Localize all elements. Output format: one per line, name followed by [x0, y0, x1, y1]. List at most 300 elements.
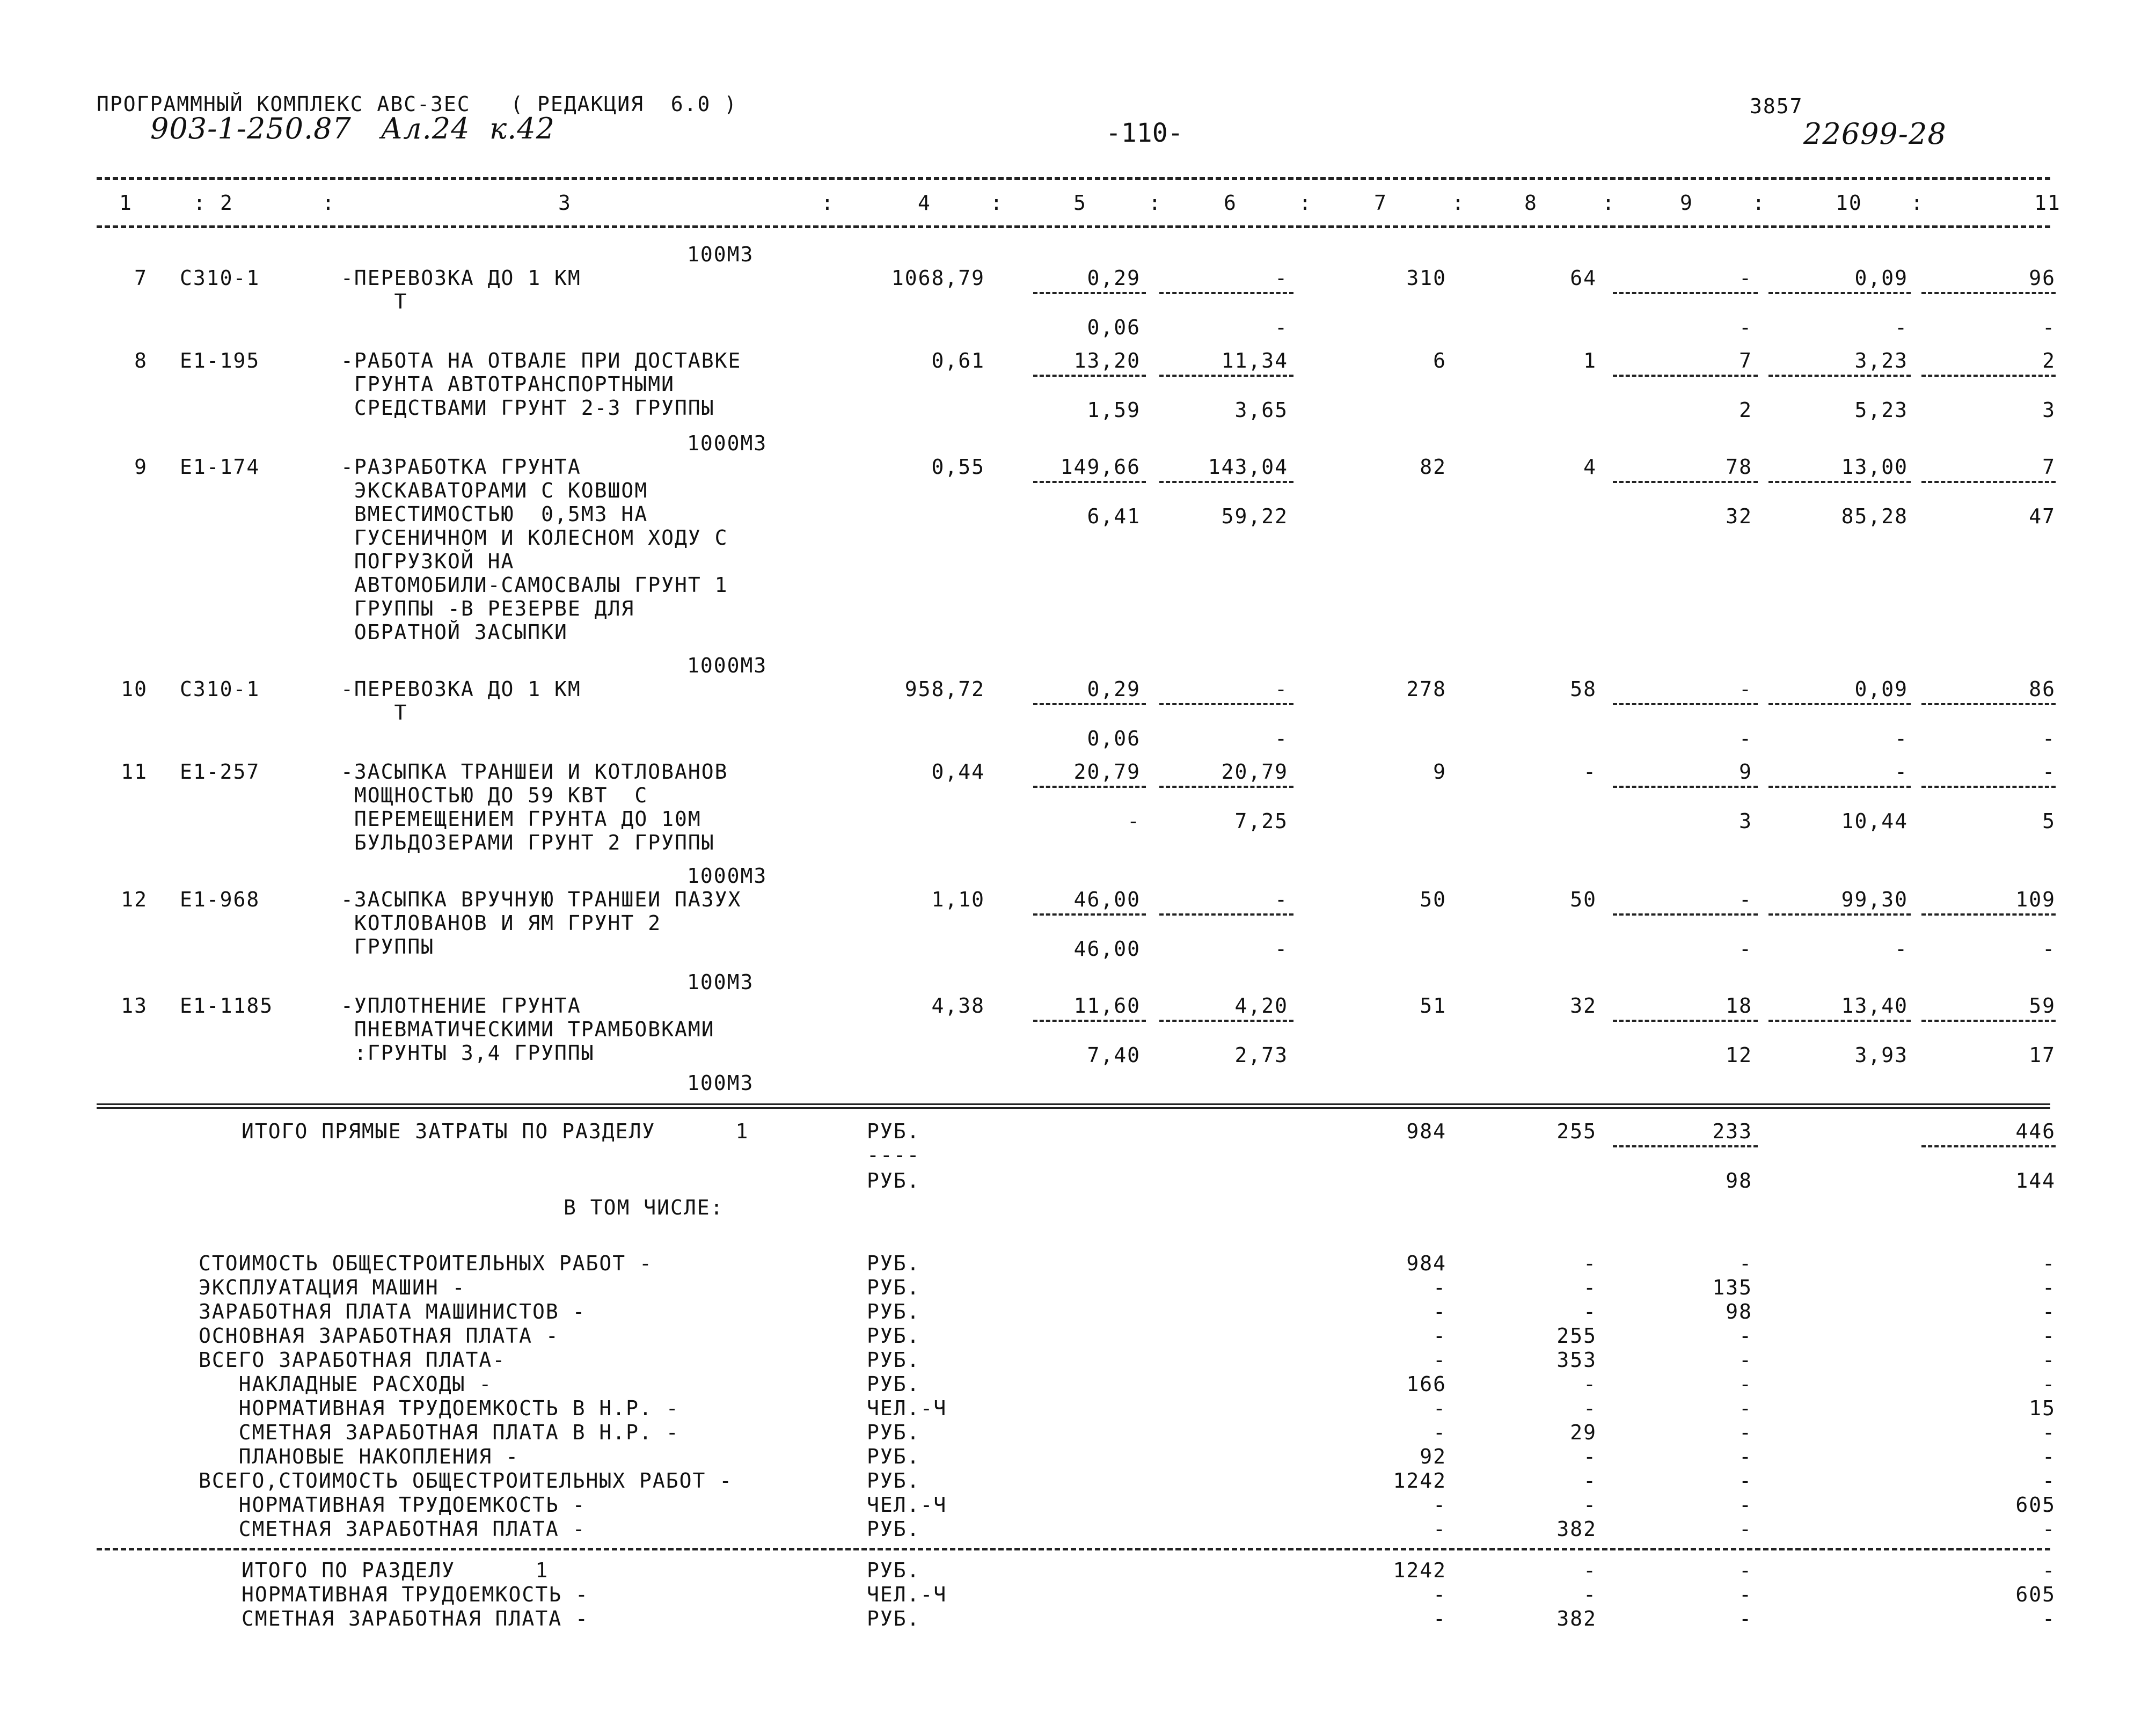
row-number: 7 — [134, 266, 148, 290]
quantity: 1,10 — [931, 888, 985, 911]
machinist-wages: 2 — [1739, 398, 1752, 422]
work-description: ВМЕСТИМОСТЬЮ 0,5М3 НА — [341, 502, 648, 526]
summary-label: СМЕТНАЯ ЗАРАБОТНАЯ ПЛАТА - — [199, 1517, 586, 1541]
total-cost: 310 — [1406, 266, 1446, 290]
summary-wages: - — [1583, 1372, 1597, 1396]
unit-wage-machinists: 7,25 — [1234, 809, 1288, 833]
cell-separator — [1768, 481, 1911, 483]
rate-code: Е1-1185 — [180, 994, 274, 1018]
row-number: 9 — [134, 455, 148, 479]
wages: - — [1583, 760, 1597, 784]
unit-label: 100М3 — [687, 970, 754, 994]
section-total-cost: - — [1433, 1583, 1446, 1606]
rate-code: Е1-195 — [180, 349, 260, 372]
column-header-1: 1 — [119, 191, 133, 215]
total-cost: 278 — [1406, 677, 1446, 701]
labor-machinists-total: - — [2042, 937, 2056, 961]
column-header-4: 4 — [918, 191, 931, 215]
cell-separator — [1921, 481, 2056, 483]
cell-separator — [1159, 703, 1293, 705]
unit-cost-total: 46,00 — [1073, 888, 1141, 911]
summary-cost: - — [1433, 1396, 1446, 1420]
unit-cost-total: 0,29 — [1087, 677, 1141, 701]
column-header-7: 7 — [1374, 191, 1387, 215]
cell-separator — [1613, 375, 1758, 377]
unit-cost-machines: - — [1275, 266, 1288, 290]
column-header-2: 2 — [220, 191, 233, 215]
cell-separator — [1033, 292, 1146, 294]
column-divider: : — [990, 191, 1004, 215]
summary-machines: - — [1739, 1493, 1752, 1517]
unit-label: 1000М3 — [687, 431, 768, 455]
machine-cost: 78 — [1726, 455, 1752, 479]
labor-machinists-total: 5 — [2042, 809, 2056, 833]
unit: РУБ. — [867, 1300, 920, 1323]
cell-separator — [1613, 703, 1758, 705]
quantity: 1068,79 — [891, 266, 985, 290]
section-total-machines: - — [1739, 1559, 1752, 1582]
machinist-wages: - — [1739, 727, 1752, 750]
labor-unit: 13,40 — [1841, 994, 1908, 1018]
machinist-wages: - — [1739, 316, 1752, 339]
labor-machinists: - — [1895, 937, 1908, 961]
cell-separator — [1033, 786, 1146, 788]
cell-separator — [1159, 1020, 1293, 1022]
machine-cost: - — [1739, 677, 1752, 701]
work-description: -ПЕРЕВОЗКА ДО 1 КМ — [341, 677, 581, 701]
labor-total: 7 — [2042, 455, 2056, 479]
summary-labor: - — [2042, 1324, 2056, 1348]
total-cost: 51 — [1420, 994, 1446, 1018]
labor-machinists: 5,23 — [1854, 398, 1908, 422]
row-number: 11 — [121, 760, 148, 784]
machine-cost: - — [1739, 888, 1752, 911]
summary-cost: 1242 — [1393, 1469, 1446, 1492]
total-direct-machines: 233 — [1712, 1120, 1752, 1143]
total-cost: 82 — [1420, 455, 1446, 479]
cell-separator — [1768, 375, 1911, 377]
column-header-8: 8 — [1524, 191, 1538, 215]
summary-cost: - — [1433, 1324, 1446, 1348]
labor-machinists-total: - — [2042, 316, 2056, 339]
total-direct-labor-machinists: 144 — [2015, 1169, 2056, 1192]
summary-wages: 382 — [1556, 1517, 1597, 1541]
unit-cost-machines: 143,04 — [1208, 455, 1288, 479]
cell-separator — [1921, 703, 2056, 705]
machinist-wages: 12 — [1726, 1043, 1752, 1067]
unit-label: 1000М3 — [687, 864, 768, 888]
cell-separator — [1033, 703, 1146, 705]
work-description: ГРУППЫ — [341, 935, 435, 959]
summary-cost: - — [1433, 1348, 1446, 1372]
summary-label: ВСЕГО ЗАРАБОТНАЯ ПЛАТА- — [199, 1348, 506, 1372]
section-total-cost: 1242 — [1393, 1559, 1446, 1582]
cell-separator — [1921, 786, 2056, 788]
cell-separator — [1768, 292, 1911, 294]
section-total-cost: - — [1433, 1607, 1446, 1630]
work-description: МОЩНОСТЬЮ ДО 59 КВТ С — [341, 784, 648, 807]
cell-separator — [1613, 292, 1758, 294]
labor-unit: 0,09 — [1854, 266, 1908, 290]
column-divider: : — [322, 191, 335, 215]
work-description: -ЗАСЫПКА ВРУЧНУЮ ТРАНШЕИ ПАЗУХ — [341, 888, 742, 911]
cell-separator — [1159, 786, 1293, 788]
cell-separator — [1159, 375, 1293, 377]
unit-wage-machinists: - — [1275, 727, 1288, 750]
unit-cost-total: 11,60 — [1073, 994, 1141, 1018]
column-divider: : — [1752, 191, 1766, 215]
summary-wages: 255 — [1556, 1324, 1597, 1348]
summary-machines: - — [1739, 1348, 1752, 1372]
rate-code: С310-1 — [180, 677, 260, 701]
summary-labor: - — [2042, 1469, 2056, 1492]
cell-separator — [1768, 1020, 1911, 1022]
cell-separator — [1033, 375, 1146, 377]
summary-label: ПЛАНОВЫЕ НАКОПЛЕНИЯ - — [199, 1445, 520, 1468]
cell-separator — [1768, 786, 1911, 788]
unit: РУБ. — [867, 1372, 920, 1396]
summary-machines: - — [1739, 1396, 1752, 1420]
summary-wages: - — [1583, 1252, 1597, 1275]
page-number: -110- — [1106, 118, 1183, 148]
column-divider: : — [1149, 191, 1162, 215]
work-description: -УПЛОТНЕНИЕ ГРУНТА — [341, 994, 581, 1018]
unit-wage-machinists: 6,41 — [1087, 504, 1141, 528]
cell-separator — [1921, 1020, 2056, 1022]
row-number: 8 — [134, 349, 148, 372]
work-description: -РАЗРАБОТКА ГРУНТА — [341, 455, 581, 479]
cell-separator — [1768, 703, 1911, 705]
machine-cost: - — [1739, 266, 1752, 290]
wages: 50 — [1570, 888, 1597, 911]
column-divider: : — [1299, 191, 1312, 215]
unit-separator: ---- — [867, 1143, 920, 1167]
unit-wage-machinists: 59,22 — [1221, 504, 1288, 528]
summary-labor: - — [2042, 1300, 2056, 1323]
labor-machinists-total: 47 — [2029, 504, 2056, 528]
summary-labor: - — [2042, 1421, 2056, 1444]
wages: 1 — [1583, 349, 1597, 372]
total-cost: 9 — [1433, 760, 1446, 784]
summary-labor: - — [2042, 1252, 2056, 1275]
section-total-wages: - — [1583, 1583, 1597, 1606]
summary-machines: - — [1739, 1252, 1752, 1275]
work-description: ПНЕВМАТИЧЕСКИМИ ТРАМБОВКАМИ — [341, 1018, 715, 1041]
unit-wage-machinists: 3,65 — [1234, 398, 1288, 422]
work-description: ОБРАТНОЙ ЗАСЫПКИ — [341, 620, 568, 644]
column-header-9: 9 — [1680, 191, 1693, 215]
unit-label: 1000М3 — [687, 654, 768, 677]
work-description: КОТЛОВАНОВ И ЯМ ГРУНТ 2 — [341, 911, 662, 935]
rate-code: Е1-257 — [180, 760, 260, 784]
summary-label: НАКЛАДНЫЕ РАСХОДЫ - — [199, 1372, 493, 1396]
column-divider: : — [193, 191, 207, 215]
machine-cost: 9 — [1739, 760, 1752, 784]
summary-machines: 98 — [1726, 1300, 1752, 1323]
unit-cost-total: 13,20 — [1073, 349, 1141, 372]
rate-code: С310-1 — [180, 266, 260, 290]
wages: 4 — [1583, 455, 1597, 479]
unit: РУБ. — [867, 1445, 920, 1468]
summary-machines: - — [1739, 1445, 1752, 1468]
summary-labor: - — [2042, 1372, 2056, 1396]
unit: ЧЕЛ.-Ч — [867, 1493, 947, 1517]
unit: РУБ. — [867, 1517, 920, 1541]
section-total-wages: 382 — [1556, 1607, 1597, 1630]
summary-labor: - — [2042, 1348, 2056, 1372]
total-direct-cost: 984 — [1406, 1120, 1446, 1143]
unit-cost-machines: - — [1275, 888, 1288, 911]
labor-total: 2 — [2042, 349, 2056, 372]
labor-unit: 0,09 — [1854, 677, 1908, 701]
summary-label: СТОИМОСТЬ ОБЩЕСТРОИТЕЛЬНЫХ РАБОТ - — [199, 1252, 653, 1275]
cell-separator — [1768, 913, 1911, 916]
labor-total: 109 — [2015, 888, 2056, 911]
total-cost: 50 — [1420, 888, 1446, 911]
cell-separator — [1921, 1145, 2056, 1147]
work-description: ГУСЕНИЧНОМ И КОЛЕСНОМ ХОДУ С — [341, 526, 728, 550]
section-total-label: НОРМАТИВНАЯ ТРУДОЕМКОСТЬ - — [242, 1583, 589, 1606]
labor-machinists: - — [1895, 727, 1908, 750]
unit-label: 100М3 — [687, 1071, 754, 1095]
total-direct-machinists: 98 — [1726, 1169, 1752, 1192]
summary-label: НОРМАТИВНАЯ ТРУДОЕМКОСТЬ - — [199, 1493, 586, 1517]
unit-wage-machinists: 7,40 — [1087, 1043, 1141, 1067]
summary-wages: - — [1583, 1493, 1597, 1517]
cell-separator — [1613, 1145, 1758, 1147]
cell-separator — [1033, 1020, 1146, 1022]
summary-labor: 15 — [2029, 1396, 2056, 1420]
summary-cost: - — [1433, 1276, 1446, 1299]
labor-unit: 3,23 — [1854, 349, 1908, 372]
machinist-wages: - — [1739, 937, 1752, 961]
summary-machines: - — [1739, 1324, 1752, 1348]
labor-unit: 99,30 — [1841, 888, 1908, 911]
summary-machines: - — [1739, 1517, 1752, 1541]
quantity: 0,44 — [931, 760, 985, 784]
labor-machinists: 10,44 — [1841, 809, 1908, 833]
labor-machinists-total: 3 — [2042, 398, 2056, 422]
section-total-label: ИТОГО ПО РАЗДЕЛУ 1 — [242, 1559, 549, 1582]
labor-machinists: - — [1895, 316, 1908, 339]
summary-machines: - — [1739, 1421, 1752, 1444]
unit-wage-machinists: 1,59 — [1087, 398, 1141, 422]
work-description: ПЕРЕМЕЩЕНИЕМ ГРУНТА ДО 10М — [341, 807, 701, 831]
column-divider: : — [1452, 191, 1465, 215]
cell-separator — [1033, 481, 1146, 483]
section-total-labor: - — [2042, 1559, 2056, 1582]
unit: ЧЕЛ.-Ч — [867, 1583, 947, 1606]
section-total-labor: 605 — [2015, 1583, 2056, 1606]
total-cost: 6 — [1433, 349, 1446, 372]
work-description: Т — [341, 290, 408, 313]
unit-wage-machinists: 46,00 — [1073, 937, 1141, 961]
column-header-10: 10 — [1836, 191, 1862, 215]
unit-cost-total: 149,66 — [1060, 455, 1141, 479]
section-rule — [97, 1548, 2050, 1550]
work-description: АВТОМОБИЛИ-САМОСВАЛЫ ГРУНТ 1 — [341, 573, 728, 597]
machine-cost: 7 — [1739, 349, 1752, 372]
work-description: :ГРУНТЫ 3,4 ГРУППЫ — [341, 1041, 595, 1065]
total-direct-label: ИТОГО ПРЯМЫЕ ЗАТРАТЫ ПО РАЗДЕЛУ 1 — [242, 1120, 749, 1143]
code-top-right: 3857 — [1750, 94, 1803, 118]
column-divider: : — [1911, 191, 1924, 215]
labor-machinists: 3,93 — [1854, 1043, 1908, 1067]
work-description: ЭКСКАВАТОРАМИ С КОВШОМ — [341, 479, 648, 502]
summary-labor: - — [2042, 1445, 2056, 1468]
summary-labor: - — [2042, 1517, 2056, 1541]
labor-total: - — [2042, 760, 2056, 784]
machinist-wages: 32 — [1726, 504, 1752, 528]
cell-separator — [1921, 292, 2056, 294]
unit: РУБ. — [867, 1469, 920, 1492]
labor-total: 59 — [2029, 994, 2056, 1018]
column-header-5: 5 — [1073, 191, 1087, 215]
unit: РУБ. — [867, 1421, 920, 1444]
machinist-wages: 3 — [1739, 809, 1752, 833]
unit-label: 100М3 — [687, 243, 754, 266]
labor-machinists-total: 17 — [2029, 1043, 2056, 1067]
quantity: 958,72 — [904, 677, 985, 701]
unit: РУБ. — [867, 1169, 920, 1192]
summary-label: НОРМАТИВНАЯ ТРУДОЕМКОСТЬ В Н.Р. - — [199, 1396, 679, 1420]
summary-label: ЭКСПЛУАТАЦИЯ МАШИН - — [199, 1276, 466, 1299]
cell-separator — [1159, 481, 1293, 483]
column-header-6: 6 — [1224, 191, 1237, 215]
cell-separator — [1159, 292, 1293, 294]
unit: РУБ. — [867, 1120, 920, 1143]
summary-label: СМЕТНАЯ ЗАРАБОТНАЯ ПЛАТА В Н.Р. - — [199, 1421, 679, 1444]
summary-label: ВСЕГО,СТОИМОСТЬ ОБЩЕСТРОИТЕЛЬНЫХ РАБОТ - — [199, 1469, 733, 1492]
work-description: СРЕДСТВАМИ ГРУНТ 2-3 ГРУППЫ — [341, 396, 715, 420]
program-line: ПРОГРАММНЫЙ КОМПЛЕКС АВС-ЗЕС ( РЕДАКЦИЯ 6.0 ) — [97, 92, 738, 116]
unit: РУБ. — [867, 1252, 920, 1275]
summary-cost: - — [1433, 1493, 1446, 1517]
summary-cost: 166 — [1406, 1372, 1446, 1396]
summary-wages: - — [1583, 1445, 1597, 1468]
summary-cost: 984 — [1406, 1252, 1446, 1275]
summary-machines: - — [1739, 1469, 1752, 1492]
unit-cost-machines: - — [1275, 677, 1288, 701]
handwritten-doc-code: 903-1-250.87 Ал.24 к.42 — [150, 112, 555, 145]
summary-wages: - — [1583, 1396, 1597, 1420]
header-rule-bottom — [97, 225, 2050, 228]
cell-separator — [1613, 481, 1758, 483]
cell-separator — [1921, 375, 2056, 377]
quantity: 0,55 — [931, 455, 985, 479]
summary-machines: 135 — [1712, 1276, 1752, 1299]
cell-separator — [1159, 913, 1293, 916]
handwritten-sheet-code: 22699-28 — [1803, 117, 1947, 151]
column-header-11: 11 — [2034, 191, 2061, 215]
quantity: 4,38 — [931, 994, 985, 1018]
unit-cost-total: 20,79 — [1073, 760, 1141, 784]
unit: РУБ. — [867, 1324, 920, 1348]
row-number: 13 — [121, 994, 148, 1018]
total-direct-wages: 255 — [1556, 1120, 1597, 1143]
section-total-machines: - — [1739, 1607, 1752, 1630]
row-number: 12 — [121, 888, 148, 911]
work-description: -РАБОТА НА ОТВАЛЕ ПРИ ДОСТАВКЕ — [341, 349, 742, 372]
quantity: 0,61 — [931, 349, 985, 372]
unit: ЧЕЛ.-Ч — [867, 1396, 947, 1420]
labor-total: 86 — [2029, 677, 2056, 701]
unit: РУБ. — [867, 1348, 920, 1372]
summary-cost: 92 — [1420, 1445, 1446, 1468]
cell-separator — [1613, 786, 1758, 788]
section-rule — [97, 1103, 2050, 1109]
cell-separator — [1921, 913, 2056, 916]
header-rule-top — [97, 177, 2050, 180]
work-description: ГРУППЫ -В РЕЗЕРВЕ ДЛЯ — [341, 597, 635, 620]
summary-cost: - — [1433, 1300, 1446, 1323]
work-description: -ЗАСЫПКА ТРАНШЕИ И КОТЛОВАНОВ — [341, 760, 728, 784]
column-header-3: 3 — [558, 191, 572, 215]
work-description: ГРУНТА АВТОТРАНСПОРТНЫМИ — [341, 372, 675, 396]
column-divider: : — [821, 191, 835, 215]
cell-separator — [1033, 913, 1146, 916]
summary-cost: - — [1433, 1421, 1446, 1444]
unit-wage-machinists: - — [1275, 316, 1288, 339]
unit-wage-machinists: 2,73 — [1234, 1043, 1288, 1067]
unit-wage-machinists: 0,06 — [1087, 316, 1141, 339]
labor-machinists-total: - — [2042, 727, 2056, 750]
summary-wages: 353 — [1556, 1348, 1597, 1372]
unit: РУБ. — [867, 1276, 920, 1299]
cell-separator — [1613, 913, 1758, 916]
summary-labor: - — [2042, 1276, 2056, 1299]
summary-wages: - — [1583, 1469, 1597, 1492]
wages: 58 — [1570, 677, 1597, 701]
summary-machines: - — [1739, 1372, 1752, 1396]
summary-wages: - — [1583, 1276, 1597, 1299]
unit-cost-machines: 20,79 — [1221, 760, 1288, 784]
rate-code: Е1-174 — [180, 455, 260, 479]
work-description: Т — [341, 701, 408, 725]
work-description: -ПЕРЕВОЗКА ДО 1 КМ — [341, 266, 581, 290]
wages: 64 — [1570, 266, 1597, 290]
column-divider: : — [1602, 191, 1616, 215]
unit-wage-machinists: 0,06 — [1087, 727, 1141, 750]
cell-separator — [1613, 1020, 1758, 1022]
unit: РУБ. — [867, 1607, 920, 1630]
total-direct-labor: 446 — [2015, 1120, 2056, 1143]
unit: РУБ. — [867, 1559, 920, 1582]
unit-cost-machines: 4,20 — [1234, 994, 1288, 1018]
summary-wages: - — [1583, 1300, 1597, 1323]
rate-code: Е1-968 — [180, 888, 260, 911]
summary-label: ОСНОВНАЯ ЗАРАБОТНАЯ ПЛАТА - — [199, 1324, 559, 1348]
summary-wages: 29 — [1570, 1421, 1597, 1444]
labor-unit: 13,00 — [1841, 455, 1908, 479]
section-total-wages: - — [1583, 1559, 1597, 1582]
machine-cost: 18 — [1726, 994, 1752, 1018]
unit-cost-machines: 11,34 — [1221, 349, 1288, 372]
labor-unit: - — [1895, 760, 1908, 784]
unit-wage-machinists: - — [1275, 937, 1288, 961]
including-label: В ТОМ ЧИСЛЕ: — [564, 1196, 724, 1219]
section-total-label: СМЕТНАЯ ЗАРАБОТНАЯ ПЛАТА - — [242, 1607, 589, 1630]
unit-wage-machinists: - — [1127, 809, 1141, 833]
work-description: ПОГРУЗКОЙ НА — [341, 550, 515, 573]
work-description: БУЛЬДОЗЕРАМИ ГРУНТ 2 ГРУППЫ — [341, 831, 715, 854]
wages: 32 — [1570, 994, 1597, 1018]
labor-machinists: 85,28 — [1841, 504, 1908, 528]
unit-cost-total: 0,29 — [1087, 266, 1141, 290]
section-total-labor: - — [2042, 1607, 2056, 1630]
summary-cost: - — [1433, 1517, 1446, 1541]
summary-labor: 605 — [2015, 1493, 2056, 1517]
